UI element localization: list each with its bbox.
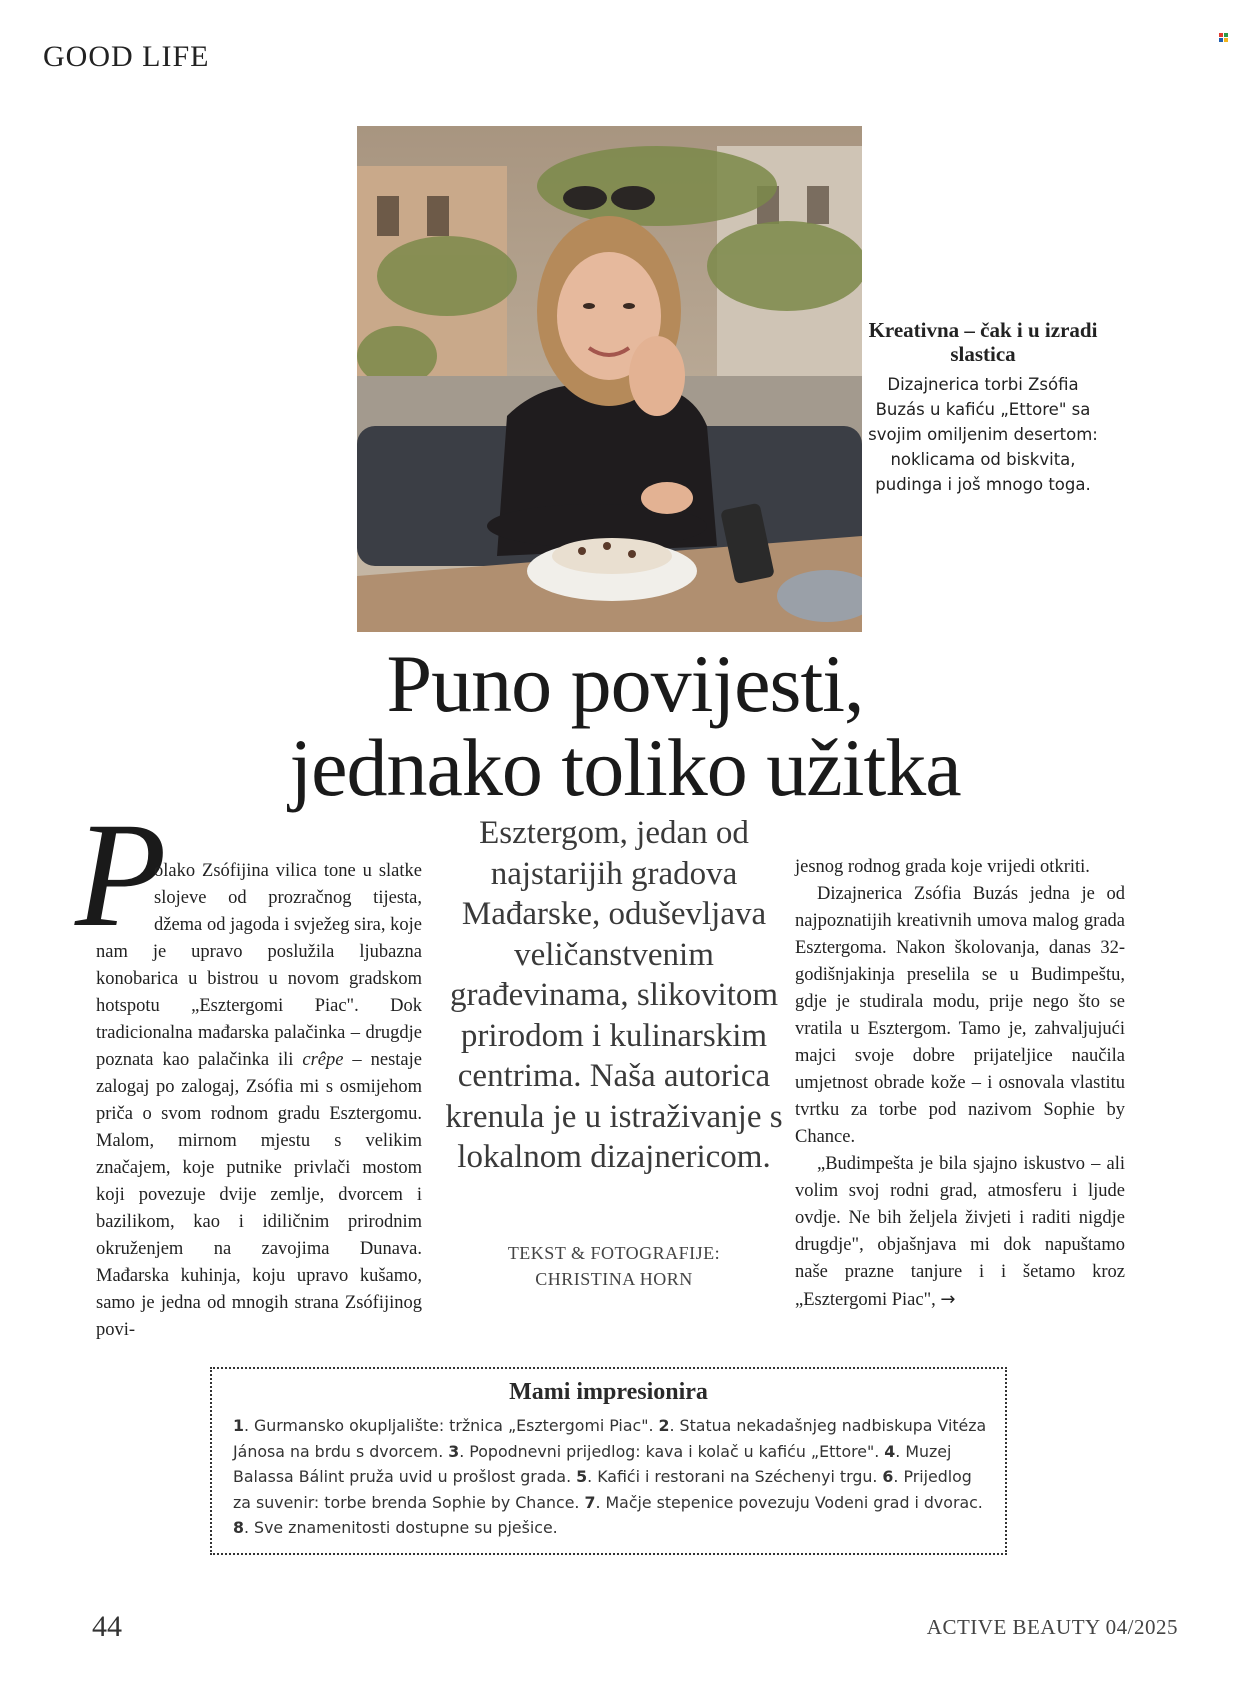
body-left-text-b: – nestaje zalogaj po zalogaj, Zsófia mi s osmijehom priča o svom rodnom gradu Esztergomu. Malom, mirnom mjestu s velikim značajem, koje putnike privlači mostom koji povezuje dvije zemlje, dvorcem i bazilikom, kao i idiličnim prirodnim okruženjem na zavojima Dunava. Mađarska kuhinja, koju upravo kušamo, samo je jedna od mnogih strana Zsófijinog povi- [96,1050,422,1340]
section-label: GOOD LIFE [43,40,210,73]
caption-body: Dizajnerica torbi Zsófia Buzás u kafiću „Ettore" sa svojim omiljenim desertom: noklicama od biskvita, pudinga i još mnogo toga. [868,375,1098,494]
body-right-paragraph-1: jesnog rodnog grada koje vrijedi otkriti. [795,857,1090,877]
tip-number: 6 [882,1467,894,1486]
body-right-paragraph-2: Dizajnerica Zsófia Buzás jedna je od najpoznatijih kreativnih umova malog grada Esztergoma. Nakon školovanja, danas 32-godišnjakinja preselila se u Budimpeštu, gdje je studirala modu, prije nego što se vratila u Esztergom. Tamo je, zahvaljujući majci svoje dobre prijateljice naučila umjetnost obrade kože – i osnovala vlastitu tvrtku za torbe pod nazivom Sophie by Chance. [795,884,1125,1147]
drop-cap-space [96,858,154,938]
page-number: 44 [92,1610,122,1643]
magazine-issue: ACTIVE BEAUTY 04/2025 [926,1615,1178,1639]
tips-list [233,1413,993,1541]
body-left-text-a: olako Zsófijina vilica tone u slatke slojeve od prozračnog tijesta, džema od jagoda i svježeg sira, koje nam je upravo poslužila ljubazna konobarica u bistrou u novom gradskom hotspotu „Esztergomi Piac". Dok tradicionalna mađarska palačinka – drugdje poznata kao palačinka ili [96,861,422,1070]
body-left-italic: crêpe [302,1050,344,1070]
tip-text: . Sve znamenitosti dostupne su pješice. [244,1518,558,1537]
author-credit [428,1240,800,1292]
tip-number: 5 [576,1467,588,1486]
tip-number: 1 [233,1416,244,1435]
continue-arrow-icon: → [940,1289,956,1310]
caption-title: Kreativna – čak i u izradi slastica [868,318,1098,366]
body-column-right [795,854,1125,1314]
body-column-left [96,858,422,1344]
portrait-photo [357,126,862,632]
standfirst: Esztergom, jedan od najstarijih gradova Mađarske, oduševljava veličanstvenim građevinama, slikovitom prirodom i kulinarskim centrima. Naša autorica krenula je u istraživanje s lokalnom dizajnericom. [445,815,783,1175]
tip-number: 2 [658,1416,670,1435]
brand-color-mark [1219,33,1228,42]
body-right-paragraph-3-text: „Budimpešta je bila sjajno iskustvo – ali volim svoj rodni grad, atmosferu i ljude ovdje. Ne bih željela živjeti i raditi nigdje drugdje", objašnjava mi dok napuštamo naše prazne tanjure i i šetamo kroz „Esztergomi Piac", [795,1154,1125,1310]
body-right-paragraph-3 [795,1151,1125,1314]
tip-number: 4 [884,1441,896,1461]
photo-caption [868,318,1098,497]
tip-text: . Muzej Balassa Bálint pruža uvid u prošlost grada. [233,1441,952,1486]
tip-number: 8 [233,1518,244,1537]
tip-number: 3 [448,1441,460,1461]
tips-box [210,1367,1007,1555]
tip-text: . Gurmansko okupljalište: tržnica „Esztergomi Piac". [244,1416,659,1435]
headline [200,638,1050,813]
tip-text: . Kafići i restorani na Széchenyi trgu. [587,1467,883,1486]
drop-cap: P [75,792,167,958]
headline-line-2: jednako toliko užitka [289,722,961,813]
headline-line-1: Puno povijesti, [386,638,864,729]
tip-number: 7 [584,1492,596,1512]
tip-text: . Statua nekadašnjeg nadbiskupa Vitéza Jánosa na brdu s dvorcem. [233,1416,987,1461]
tip-text: . Mačje stepenice povezuju Vodeni grad i dvorac. [595,1492,983,1512]
credit-name: CHRISTINA HORN [535,1269,693,1289]
tips-box-title: Mami impresionira [509,1379,708,1405]
credit-label: TEKST & FOTOGRAFIJE: [507,1243,721,1263]
tip-text: . Prijedlog za suvenir: torbe brenda Sophie by Chance. [233,1467,972,1512]
tip-text: . Popodnevni prijedlog: kava i kolač u kafiću „Ettore". [459,1441,885,1461]
